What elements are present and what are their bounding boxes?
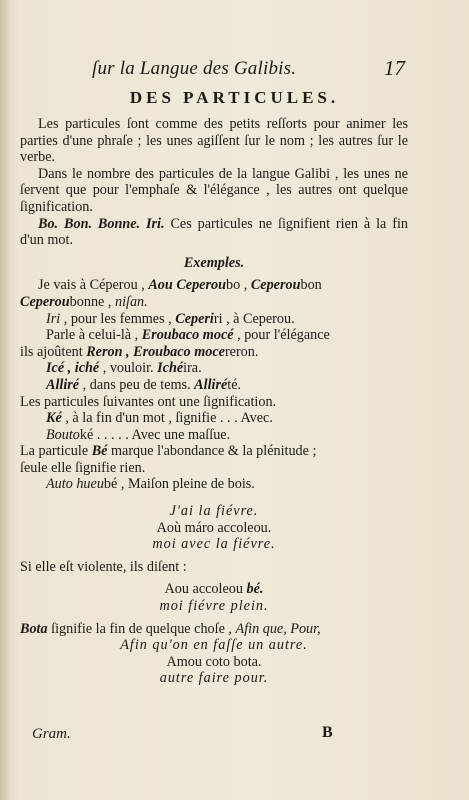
paragraph-particles-galibi: Dans le nombre des particules de la langue Galibi , les unes ne ſervent que pour l'emphaſe & l'élégance , les autres ont quelque ſignification.	[20, 165, 408, 215]
example-line: Ké , à la fin d'un mot , ſignifie . . . Avec.	[46, 410, 273, 427]
example-line: Les particules ſuivantes ont une ſignification.	[20, 393, 277, 410]
example-line: Amou coto bota.	[166, 653, 262, 670]
example-line: moi fiévre plein.	[159, 598, 269, 615]
example-line: Alliré , dans peu de tems. Allirété.	[46, 376, 242, 393]
example-line: Ceperoubonne , niſan.	[20, 293, 148, 310]
examples-heading: Exemples.	[183, 254, 245, 271]
example-line: J'ai la fiévre.	[169, 503, 259, 520]
page-footer	[0, 724, 469, 754]
paragraph-particles-meaningless: Bo. Bon. Bonne. Iri. Ces particules ne ſignifient rien à la fin d'un mot.	[20, 215, 409, 249]
page-body	[20, 116, 408, 687]
example-line: Je vais à Céperou , Aou Ceperoubo , Ceperoubon	[38, 277, 322, 294]
example-line: Aou accoleou bé.	[164, 581, 264, 598]
example-line: ils ajoûtent Reron , Eroubaco mocereron.	[20, 343, 259, 360]
example-line: autre faire pour.	[159, 670, 269, 687]
page-number: 17	[384, 56, 405, 80]
paragraph-particles-definition: Les particules ſont comme des petits reſſorts pour animer les parties d'une phraſe ; les unes agiſſent ſur le nom ; les autres ſur le verbe.	[20, 116, 408, 166]
example-line: Auto hueubé , Maiſon pleine de bois.	[46, 476, 255, 493]
catchword: Gram.	[32, 726, 71, 742]
example-line: Bota ſignifie la fin de quelque choſe , Afin que, Pour,	[20, 620, 321, 637]
example-line: Boutoké . . . . . Avec une maſſue.	[46, 426, 231, 443]
example-line: La particule Bé marque l'abondance & la plénitude ;	[20, 443, 317, 460]
example-line: Aoù máro accoleou.	[156, 519, 272, 536]
section-heading: DES PARTICULES.	[129, 88, 340, 107]
example-line: Si elle eſt violente, ils diſent :	[20, 558, 187, 575]
example-line: Parle à celui-là , Eroubaco mocé , pour l'élégance	[46, 327, 330, 344]
example-line: ſeule elle ſignifie rien.	[20, 459, 146, 476]
page-header	[0, 56, 469, 84]
running-title: ſur la Langue des Galibis.	[92, 58, 297, 79]
example-line: Iri , pour les femmes , Ceperiri , à Ceperou.	[46, 310, 295, 327]
signature-mark: B	[322, 724, 333, 741]
page-gutter-shadow	[0, 0, 10, 800]
example-line: moi avec la fiévre.	[152, 536, 276, 553]
example-line: Icé , iché , vouloir. Ichéira.	[46, 360, 202, 377]
example-line: Afin qu'on en faſſe un autre.	[120, 637, 308, 654]
